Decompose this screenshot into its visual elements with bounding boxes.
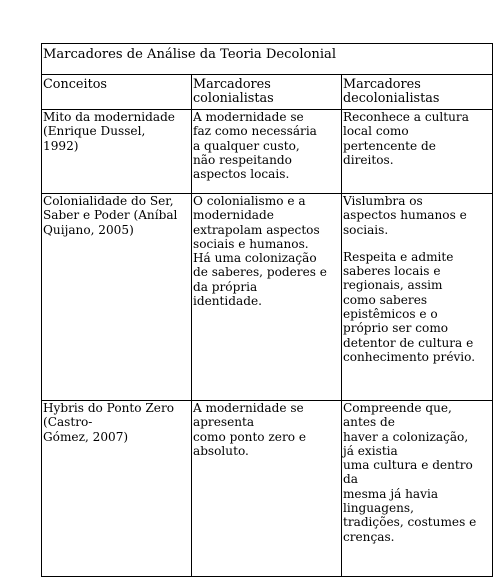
cell-line: a qualquer custo, — [192, 138, 300, 153]
concept-cell — [42, 194, 192, 401]
header-colonialist-line: Marcadores — [192, 77, 271, 92]
cell-line: não respeitando — [192, 152, 292, 167]
cell-line: Vislumbra os — [342, 194, 423, 208]
cell-line: mesma já havia — [342, 486, 439, 501]
cell-line: detentor de cultura e — [342, 335, 474, 350]
cell-line: Mito da modernidade — [43, 110, 175, 124]
cell-line: Quijano, 2005) — [43, 222, 134, 237]
cell-line: extrapolam aspectos — [192, 222, 320, 237]
cell-line: aspectos locais. — [192, 167, 290, 182]
header-concepts — [42, 75, 192, 110]
cell-line: Colonialidade do Ser, — [43, 194, 174, 208]
cell-line: tradições, costumes e — [342, 515, 477, 530]
cell-line: da — [342, 472, 358, 487]
header-colonialist-line: colonialistas — [192, 91, 274, 106]
cell-line: apresenta — [192, 415, 255, 430]
cell-line: regionais, assim — [342, 278, 443, 293]
cell-line: (Enrique Dussel, — [43, 124, 146, 139]
cell-line: A modernidade se — [192, 110, 304, 124]
cell-line: A modernidade se — [192, 401, 304, 415]
table-row — [42, 401, 493, 577]
cell-line: sociais. — [342, 222, 389, 237]
cell-line: Gómez, 2007) — [43, 429, 129, 444]
header-concepts-line: Conceitos — [43, 77, 107, 92]
cell-line: já existia — [342, 443, 398, 458]
cell-line: Reconhece a cultura — [342, 110, 469, 124]
decolonialist-cell — [341, 401, 492, 577]
concept-cell — [42, 401, 192, 577]
cell-line: epistêmicos e o — [342, 307, 438, 322]
cell-line: Há uma colonização — [192, 251, 317, 266]
cell-line: identidade. — [192, 294, 262, 309]
cell-line: O colonialismo e a — [192, 194, 306, 208]
cell-line: crenças. — [342, 529, 395, 544]
cell-line: da própria — [192, 279, 258, 294]
cell-line: próprio ser como — [342, 321, 449, 336]
header-decolonialist-line: Marcadores — [342, 77, 421, 92]
cell-line: local como — [342, 124, 409, 139]
header-row — [42, 75, 493, 110]
cell-line: absoluto. — [192, 443, 249, 458]
cell-line: conhecimento prévio. — [342, 349, 476, 364]
cell-line: de saberes, poderes e — [192, 265, 327, 280]
cell-line: haver a colonização, — [342, 429, 469, 444]
colonialist-cell — [191, 110, 341, 194]
cell-line: antes de — [342, 415, 395, 430]
colonialist-cell — [191, 194, 341, 401]
table-row — [42, 110, 493, 194]
cell-line: pertencente de — [342, 138, 436, 153]
cell-line: como ponto zero e — [192, 429, 307, 444]
title-row — [42, 44, 493, 75]
cell-line: uma cultura e dentro — [342, 458, 473, 473]
cell-line: linguagens, — [342, 501, 414, 516]
decolonialist-cell — [341, 110, 492, 194]
table-row — [42, 194, 493, 401]
table-title: Marcadores de Análise da Teoria Decolonial — [42, 44, 493, 75]
cell-line: aspectos humanos e — [342, 208, 467, 223]
header-decolonialist-markers — [341, 75, 492, 110]
cell-line: Hybris do Ponto Zero — [43, 401, 175, 415]
cell-line: 1992) — [43, 138, 79, 153]
cell-line: modernidade — [192, 208, 274, 223]
cell-line: saberes locais e — [342, 264, 441, 279]
decolonialist-cell — [341, 194, 492, 401]
cell-line: direitos. — [342, 152, 394, 167]
cell-line: sociais e humanos. — [192, 236, 309, 251]
concept-cell — [42, 110, 192, 194]
header-colonialist-markers — [191, 75, 341, 110]
decolonial-markers-table — [41, 43, 493, 577]
cell-line: como saberes — [342, 292, 428, 307]
cell-line: (Castro- — [43, 415, 93, 430]
cell-line: Respeita e admite — [342, 249, 454, 264]
cell-line: Compreende que, — [342, 401, 452, 415]
header-decolonialist-line: decolonialistas — [342, 91, 440, 106]
cell-line: Saber e Poder (Aníbal — [43, 208, 178, 223]
colonialist-cell — [191, 401, 341, 577]
cell-line: faz como necessária — [192, 124, 317, 139]
